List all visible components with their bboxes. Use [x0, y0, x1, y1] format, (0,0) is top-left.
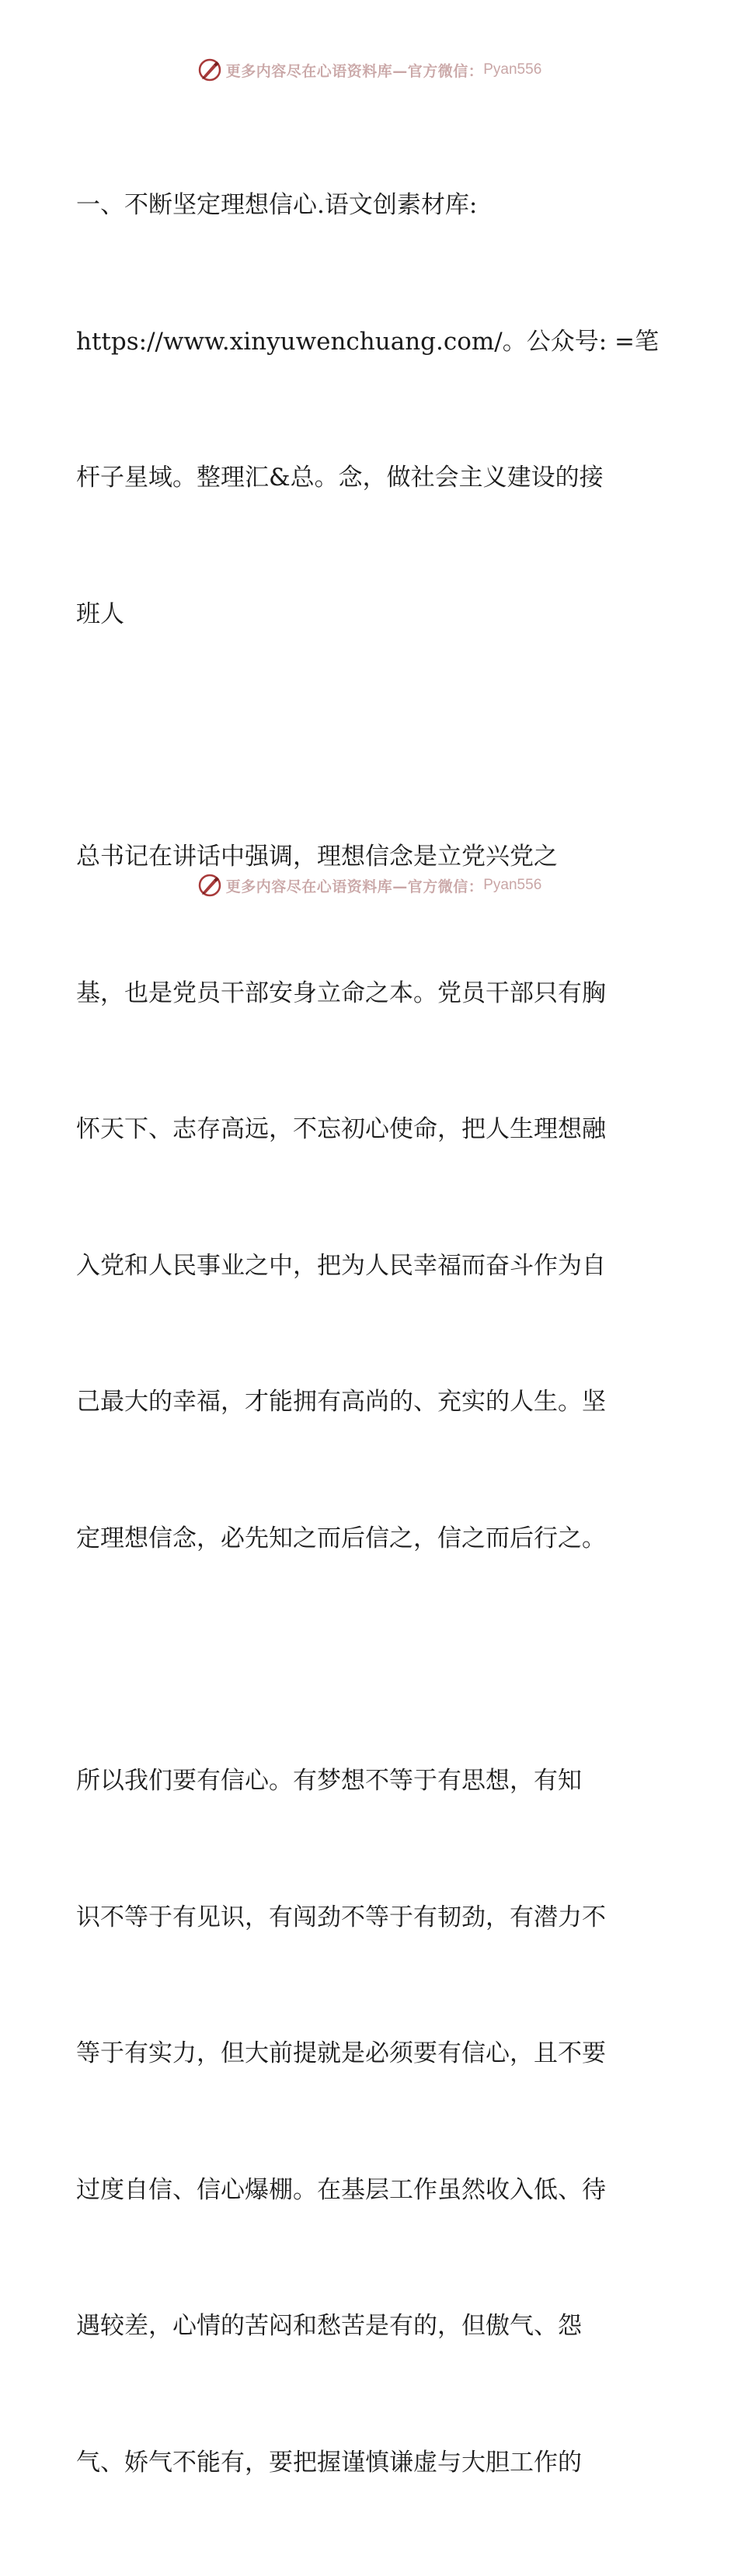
- wechat-id: Pyan556: [483, 877, 542, 893]
- text-line: 基，也是党员干部安身立命之本。党员干部只有胸: [76, 979, 606, 1007]
- banner-text: 更多内容尽在心语资料库—官方微信：: [225, 878, 484, 895]
- text-line: 杆子星域。整理汇&总。念，做社会主义建设的接: [76, 464, 604, 492]
- header-banner: [0, 54, 738, 85]
- footer-banner: [0, 870, 738, 901]
- wechat-id: Pyan556: [483, 61, 542, 78]
- paragraph-3: [76, 1667, 667, 2576]
- text-line: 气、娇气不能有，要把握谨慎谦虚与大胆工作的: [76, 2448, 582, 2477]
- text-line: 己最大的幸福，才能拥有高尚的、充实的人生。坚: [76, 1388, 606, 1416]
- text-line: 总书记在讲话中强调，理想信念是立党兴党之: [76, 843, 558, 871]
- text-line: 入党和人民事业之中，把为人民幸福而奋斗作为自: [76, 1251, 606, 1280]
- text-line: 定理想信念，必先知之而后信之，信之而后行之。: [76, 1524, 606, 1552]
- text-line: https://www.xinyuwenchuang.com/。公众号: =笔: [76, 327, 660, 356]
- text-line: 怀天下、志存高远，不忘初心使命，把人生理想融: [76, 1115, 606, 1143]
- text-line: 班人: [76, 600, 124, 628]
- banner-text: 更多内容尽在心语资料库—官方微信：: [225, 62, 484, 80]
- text-line: 所以我们要有信心。有梦想不等于有思想，有知: [76, 1767, 582, 1795]
- text-line: 一、不断坚定理想信心.语文创素材库:: [76, 191, 478, 219]
- paragraph-1: [76, 92, 667, 728]
- text-line: 遇较差，心情的苦闷和愁苦是有的，但傲气、怨: [76, 2312, 582, 2340]
- text-line: 过度自信、信心爆棚。在基层工作虽然收入低、待: [76, 2175, 606, 2204]
- pen-logo-icon: [197, 57, 223, 83]
- text-line: 识不等于有见识，有闯劲不等于有韧劲，有潜力不: [76, 1903, 606, 1931]
- text-line: 等于有实力，但大前提就是必须要有信心，且不要: [76, 2039, 606, 2067]
- pen-logo-icon: [197, 872, 223, 899]
- document-body: [76, 92, 667, 2576]
